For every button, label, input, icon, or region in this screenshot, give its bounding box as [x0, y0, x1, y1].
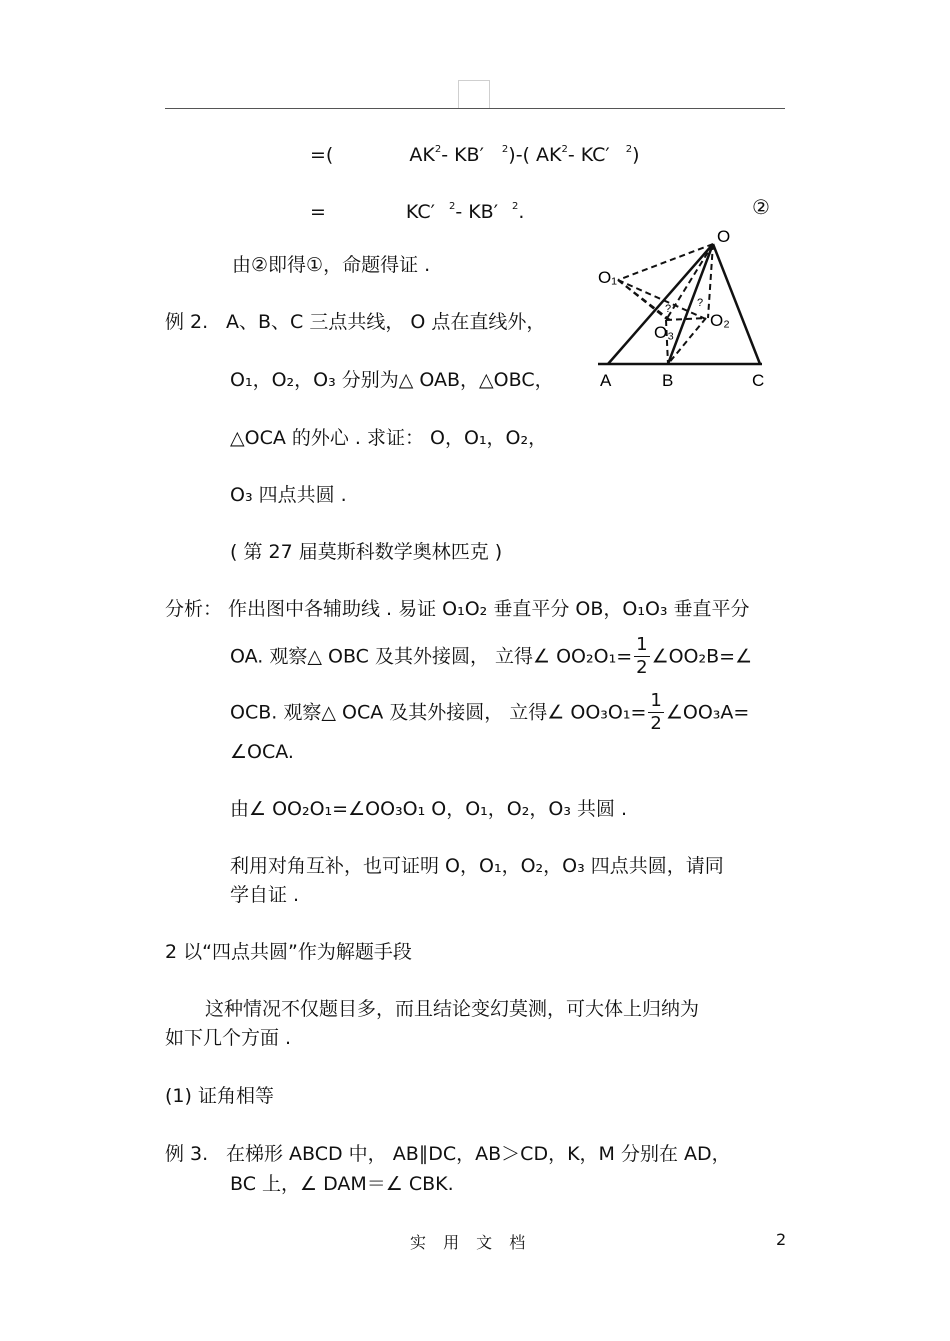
- section-2-subheading: (1) 证角相等: [165, 1085, 274, 1107]
- section-2-paragraph-1: 这种情况不仅题目多，而且结论变幻莫测，可大体上归纳为: [205, 998, 700, 1020]
- dash-o3-o2: [666, 318, 706, 320]
- example-3-line-1: 在梯形 ABCD 中， AB∥DC，AB＞CD，K，M 分别在 AD，: [226, 1143, 731, 1165]
- label-b: B: [662, 371, 674, 390]
- analysis-line-5: 由∠ OO₂O₁=∠OO₃O₁ O，O₁，O₂，O₃ 共圆 .: [230, 798, 628, 820]
- example-2-line-4: O₃ 四点共圆 .: [230, 484, 347, 506]
- example-2-line-1: A、B、C 三点共线， O 点在直线外，: [226, 311, 546, 333]
- label-o3: O₃: [654, 323, 675, 342]
- label-c: C: [752, 371, 765, 390]
- analysis-line-3-b: ∠OO₃A=: [665, 701, 750, 724]
- geometry-figure: [590, 220, 790, 400]
- analysis-line-7: 学自证 .: [230, 884, 300, 906]
- equation-mark: ②: [752, 195, 770, 219]
- example-2-source: ( 第 27 届莫斯科数学奥林匹克 ): [230, 541, 503, 563]
- section-2-paragraph-2: 如下几个方面 .: [165, 1027, 292, 1049]
- equation-line-2: = KC′ $^2$- KB′ $^2$.: [310, 201, 525, 223]
- analysis-line-2-b: ∠OO₂B=∠: [651, 645, 753, 668]
- example-3-line-2: BC 上，∠ DAM＝∠ CBK.: [230, 1173, 454, 1195]
- header-rule: [165, 108, 785, 109]
- page-number: 2: [776, 1230, 787, 1249]
- header-box: [458, 80, 490, 109]
- analysis-line-6: 利用对角互补，也可证明 O，O₁，O₂，O₃ 四点共圆，请同: [230, 855, 724, 877]
- analysis-line-2: [230, 634, 752, 679]
- analysis-line-3-a: OCB. 观察△ OCA 及其外接圆， 立得∠ OO₃O₁=: [230, 701, 647, 724]
- example-2-label: 例 2.: [165, 311, 209, 333]
- analysis-label: 分析：: [165, 598, 223, 620]
- label-question-2: ?: [697, 297, 704, 309]
- label-o2: O₂: [710, 311, 730, 330]
- section-2-heading: 2 以“四点共圆”作为解题手段: [165, 941, 412, 963]
- label-a: A: [600, 371, 612, 390]
- analysis-line-2-a: OA. 观察△ OBC 及其外接圆， 立得∠ OO₂O₁=: [230, 645, 633, 668]
- example-2-line-3: △OCA 的外心 . 求证： O，O₁，O₂，: [230, 427, 548, 449]
- analysis-line-3: [230, 690, 749, 735]
- label-o1: O₁: [598, 268, 617, 287]
- conclusion-text: 由②即得①，命题得证 .: [232, 254, 431, 276]
- analysis-line-4: ∠OCA.: [230, 741, 294, 763]
- footer-title: 实 用 文 档: [410, 1233, 532, 1252]
- fraction-half-1: $\frac{1}{2}$: [636, 634, 648, 678]
- example-3-label: 例 3.: [165, 1143, 209, 1165]
- line-oc: [713, 244, 760, 364]
- label-o: O: [717, 227, 731, 246]
- equation-line-1: =( $AK^2-$ KB′ $^2$)-( $AK^2-$ KC′ $^2$): [310, 144, 640, 166]
- label-question-1: ?: [665, 303, 672, 315]
- example-2-line-2: O₁，O₂，O₃ 分别为△ OAB，△OBC，: [230, 369, 554, 391]
- fraction-half-2: $\frac{1}{2}$: [650, 690, 662, 734]
- analysis-line-1: 作出图中各辅助线 . 易证 O₁O₂ 垂直平分 OB，O₁O₃ 垂直平分: [228, 598, 750, 620]
- dash-o1-b: [618, 280, 670, 320]
